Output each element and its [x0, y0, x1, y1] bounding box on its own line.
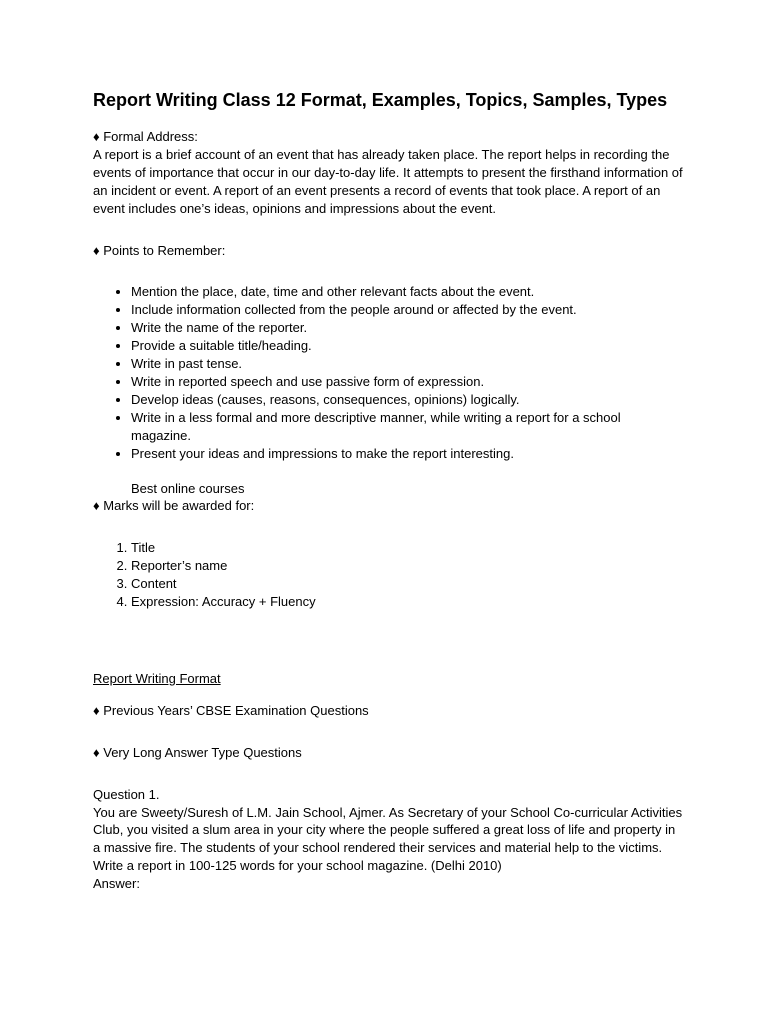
- question-section: [93, 786, 683, 893]
- list-item: • Present your ideas and impressions to make the report interesting.: [131, 445, 683, 463]
- question-text: You are Sweety/Suresh of L.M. Jain School, Ajmer. As Secretary of your School Co-curricular Activities Club, you visited a slum area in your city where the people suffered a great loss of life and property in a massive fire. The students of your school rendered their services and material help to the victims. Write a report in 100-125 words for your school magazine. (Delhi 2010): [93, 804, 683, 874]
- previous-years-heading: ♦ Previous Years’ CBSE Examination Questions: [93, 702, 369, 718]
- best-online-courses-text: Best online courses: [131, 480, 245, 496]
- list-item: 1. Title: [131, 539, 683, 557]
- marks-heading: ♦ Marks will be awarded for:: [93, 498, 255, 514]
- list-item: 2. Reporter’s name: [131, 557, 683, 575]
- list-item: • Write the name of the reporter.: [131, 319, 683, 337]
- points-list: [93, 283, 683, 462]
- list-item: • Develop ideas (causes, reasons, consequences, opinions) logically.: [131, 391, 683, 409]
- list-item: • Mention the place, date, time and other relevant facts about the event.: [131, 283, 683, 301]
- list-item: • Write in past tense.: [131, 355, 683, 373]
- question-label: Question 1.: [93, 786, 160, 802]
- formal-address-heading: ♦ Formal Address:: [93, 129, 198, 144]
- points-heading: ♦ Points to Remember:: [93, 242, 226, 258]
- marks-list: [93, 539, 683, 611]
- list-item: 4. Expression: Accuracy + Fluency: [131, 593, 683, 611]
- page-title: Report Writing Class 12 Format, Examples, Topics, Samples, Types: [93, 90, 668, 110]
- document-content: [93, 88, 683, 893]
- very-long-heading: ♦ Very Long Answer Type Questions: [93, 744, 302, 760]
- formal-address-text: A report is a brief account of an event that has already taken place. The report helps in recording the events of importance that occur in our day-to-day life. It attempts to present the firsthand information of an incident or event. A report of an event presents a record of events that took place. A report of an event includes one’s ideas, opinions and impressions about the event.: [93, 146, 683, 216]
- answer-label: Answer:: [93, 876, 140, 892]
- formal-address-section: [93, 128, 683, 218]
- list-item: • Write in reported speech and use passive form of expression.: [131, 373, 683, 391]
- list-item: 3. Content: [131, 575, 683, 593]
- list-item: • Provide a suitable title/heading.: [131, 337, 683, 355]
- list-item: • Write in a less formal and more descriptive manner, while writing a report for a school magazine.: [131, 409, 683, 445]
- report-writing-format-link[interactable]: Report Writing Format: [93, 670, 221, 686]
- list-item: • Include information collected from the people around or affected by the event.: [131, 301, 683, 319]
